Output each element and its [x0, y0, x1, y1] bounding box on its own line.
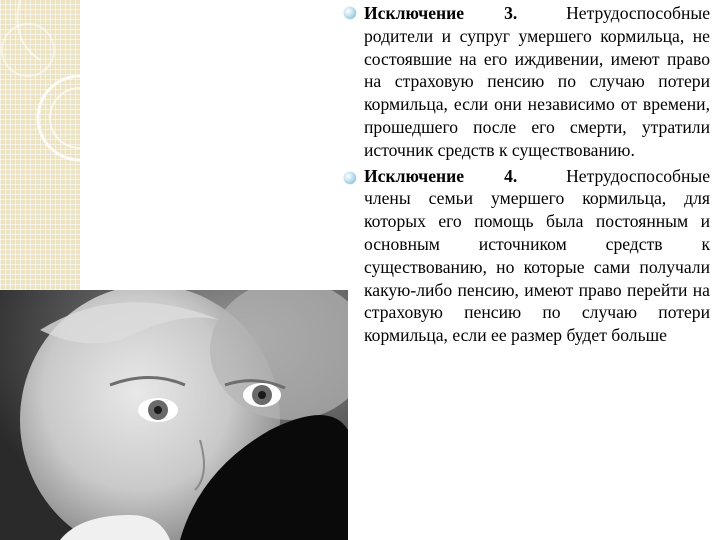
decorative-swirl-icon: [0, 0, 80, 290]
exception-text: Нетрудоспособные члены семьи умершего кормильца, для которых его помощь была постоянным и основным источником средств к существованию, но которые сами получали какую-либо пенсию, имеют право перейти на страховую пенсию по случаю потери кормильца, если ее размер будет больше: [364, 165, 710, 346]
bullet-paragraph: [364, 2, 710, 162]
exception-text: Нетрудоспособные родители и супруг умершего кормильца, не состоявшие на его иждивении, имеют право на страховую пенсию по случаю потери кормильца, если они независимо от времени, прошедшего после его смерти, утратили источник средств к существованию.: [364, 3, 710, 160]
exception-number: 3.: [504, 3, 518, 23]
exception-term: Исключение: [364, 165, 465, 186]
exception-term: Исключение: [364, 3, 465, 23]
decorative-panel: [0, 0, 80, 290]
exception-number: 4.: [504, 165, 518, 186]
bullet-list: [344, 0, 710, 347]
child-photo: [0, 290, 348, 540]
bullet-icon: [344, 172, 356, 184]
bullet-item-3: [344, 0, 710, 162]
bullet-icon: [344, 7, 356, 19]
bullet-item-4: [344, 165, 710, 347]
bullet-paragraph: [364, 165, 710, 347]
